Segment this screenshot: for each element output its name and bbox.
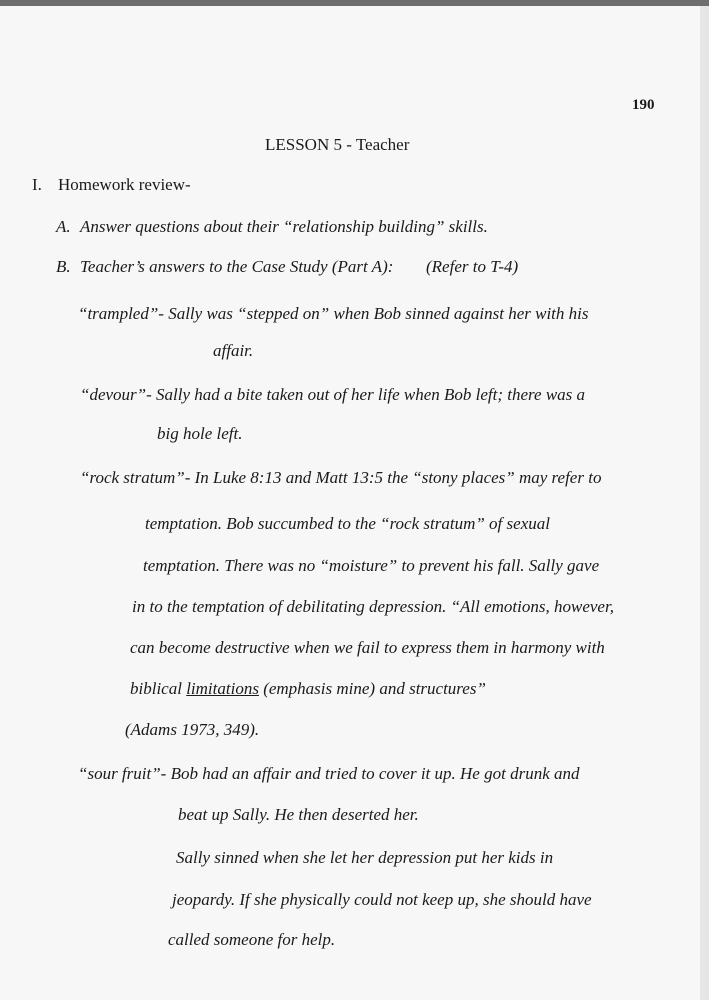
rock-line-6-end: (emphasis mine) and structures” (258, 679, 486, 698)
sour-line-4: jeopardy. If she physically could not keep up, she should have (172, 890, 592, 909)
scan-right-edge (700, 6, 709, 1000)
item-b-ref: (Refer to T-4) (426, 257, 519, 276)
page-number: 190 (632, 97, 655, 113)
section-heading: Homework review- (58, 175, 191, 194)
lesson-title: LESSON 5 - Teacher (265, 135, 410, 154)
devour-line-1: “devour”- Sally had a bite taken out of her life when Bob left; there was a (80, 385, 586, 404)
rock-line-2: temptation. Bob succumbed to the “rock stratum” of sexual (145, 514, 550, 533)
section-numeral: I. (32, 175, 42, 194)
sour-line-5: called someone for help. (168, 930, 336, 949)
item-a-marker: A. (56, 217, 71, 236)
rock-line-6 (130, 680, 486, 697)
trampled-line-2: affair. (213, 341, 254, 360)
emphasized-word: limitations (186, 679, 259, 698)
rock-line-1: “rock stratum”- In Luke 8:13 and Matt 13:5 the “stony places” may refer to (80, 468, 602, 487)
item-b-text: Teacher’s answers to the Case Study (Part A): (80, 257, 394, 276)
rock-line-5: can become destructive when we fail to express them in harmony with (130, 638, 605, 657)
devour-line-2: big hole left. (157, 424, 243, 443)
rock-line-4: in to the temptation of debilitating depression. “All emotions, however, (132, 597, 614, 616)
rock-line-6-start: biblical (130, 679, 187, 698)
rock-line-7: (Adams 1973, 349). (125, 720, 260, 739)
trampled-line-1: “trampled”- Sally was “stepped on” when Bob sinned against her with his (78, 304, 589, 323)
sour-line-2: beat up Sally. He then deserted her. (178, 805, 419, 824)
item-a-text: Answer questions about their “relationship building” skills. (80, 217, 488, 236)
sour-line-1: “sour fruit”- Bob had an affair and tried to cover it up. He got drunk and (78, 764, 580, 783)
sour-line-3: Sally sinned when she let her depression put her kids in (176, 848, 554, 867)
item-b-marker: B. (56, 257, 71, 276)
rock-line-3: temptation. There was no “moisture” to prevent his fall. Sally gave (143, 556, 600, 575)
